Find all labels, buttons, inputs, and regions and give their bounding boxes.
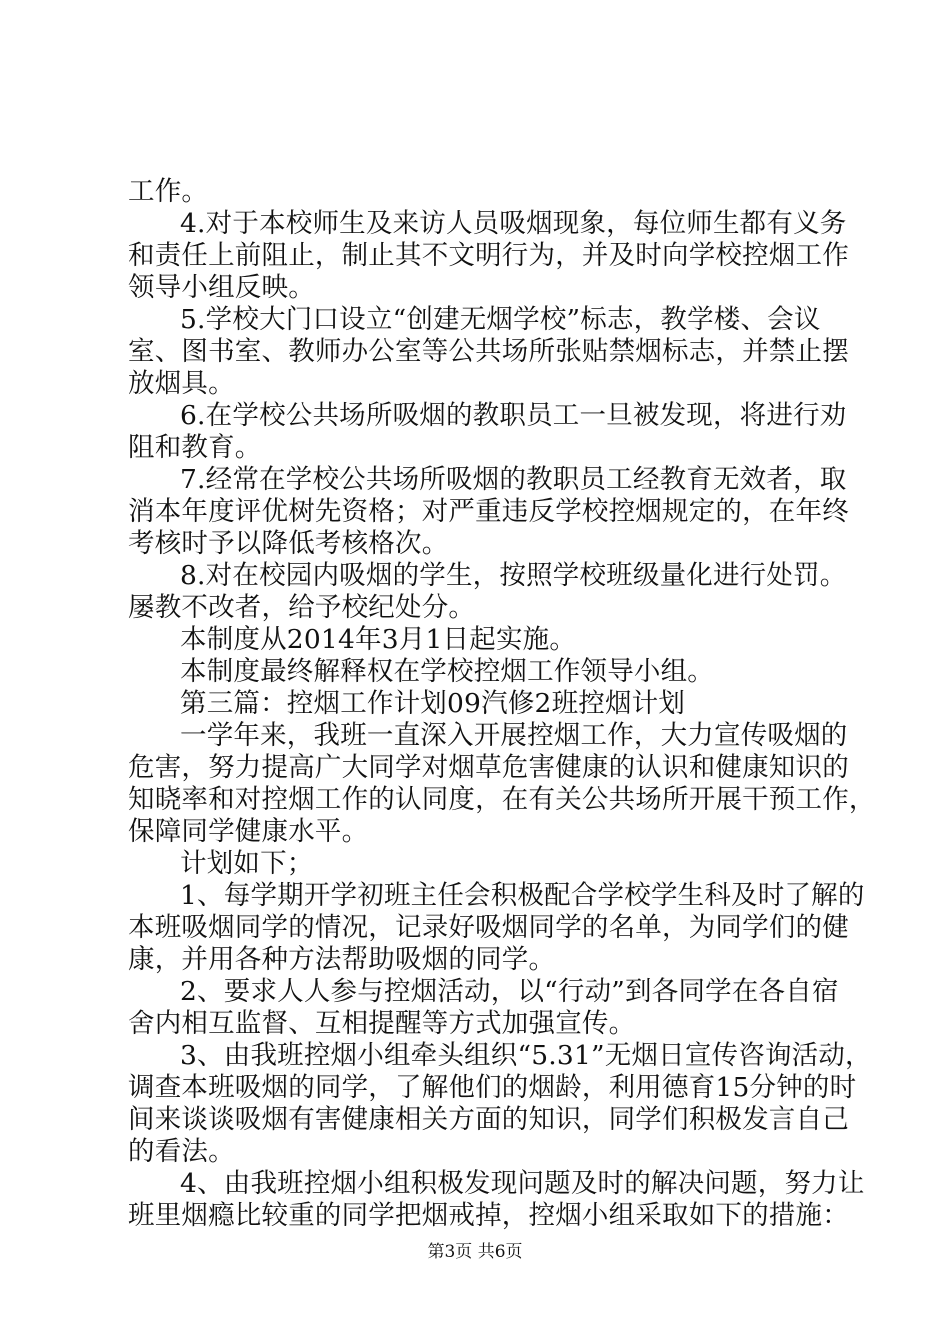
- page-footer: 第3页 共6页: [427, 1242, 523, 1262]
- text-line: 3、由我班控烟小组牵头组织“5.31”无烟日宣传咨询活动，: [180, 1040, 872, 1071]
- text-line: 班里烟瘾比较重的同学把烟戒掉，控烟小组采取如下的措施：: [128, 1200, 849, 1231]
- text-line: 舍内相互监督、互相提醒等方式加强宣传。: [128, 1008, 636, 1039]
- text-line: 8.对在校园内吸烟的学生，按照学校班级量化进行处罚。: [180, 560, 847, 591]
- text-line: 放烟具。: [128, 368, 235, 399]
- text-line: 知晓率和对控烟工作的认同度，在有关公共场所开展干预工作，: [128, 784, 876, 815]
- text-line: 第三篇：控烟工作计划09汽修2班控烟计划: [180, 688, 686, 719]
- text-line: 康，并用各种方法帮助吸烟的同学。: [128, 944, 556, 975]
- text-line: 本制度从2014年3月1日起实施。: [180, 624, 577, 655]
- text-line: 1、每学期开学初班主任会积极配合学校学生科及时了解的: [180, 880, 865, 911]
- text-line: 保障同学健康水平。: [128, 816, 369, 847]
- text-line: 5.学校大门口设立“创建无烟学校”标志，教学楼、会议: [180, 304, 821, 335]
- text-line: 6.在学校公共场所吸烟的教职员工一旦被发现，将进行劝: [180, 400, 847, 431]
- text-line: 领导小组反映。: [128, 272, 315, 303]
- text-line: 和责任上前阻止，制止其不文明行为，并及时向学校控烟工作: [128, 240, 849, 271]
- text-line: 4.对于本校师生及来访人员吸烟现象，每位师生都有义务: [180, 208, 847, 239]
- text-line: 7.经常在学校公共场所吸烟的教职员工经教育无效者，取: [180, 464, 847, 495]
- text-line: 考核时予以降低考核格次。: [128, 528, 449, 559]
- text-line: 阻和教育。: [128, 432, 262, 463]
- text-line: 危害，努力提高广大同学对烟草危害健康的认识和健康知识的: [128, 752, 849, 783]
- text-line: 一学年来，我班一直深入开展控烟工作，大力宣传吸烟的: [180, 720, 848, 751]
- text-line: 间来谈谈吸烟有害健康相关方面的知识，同学们积极发言自己: [128, 1104, 849, 1135]
- text-line: 本班吸烟同学的情况，记录好吸烟同学的名单，为同学们的健: [128, 912, 849, 943]
- text-line: 本制度最终解释权在学校控烟工作领导小组。: [180, 656, 714, 687]
- text-line: 2、要求人人参与控烟活动，以“行动”到各同学在各自宿: [180, 976, 839, 1007]
- text-line: 的看法。: [128, 1136, 235, 1167]
- text-line: 计划如下；: [180, 848, 314, 879]
- text-line: 室、图书室、教师办公室等公共场所张贴禁烟标志，并禁止摆: [128, 336, 849, 367]
- document-body: [128, 176, 876, 1232]
- text-line: 屡教不改者，给予校纪处分。: [128, 592, 476, 623]
- text-line: 4、由我班控烟小组积极发现问题及时的解决问题，努力让: [180, 1168, 865, 1199]
- text-line: 消本年度评优树先资格；对严重违反学校控烟规定的，在年终: [128, 496, 849, 527]
- text-line: 调查本班吸烟的同学，了解他们的烟龄，利用德育15分钟的时: [128, 1072, 857, 1103]
- text-line: 工作。: [128, 176, 209, 207]
